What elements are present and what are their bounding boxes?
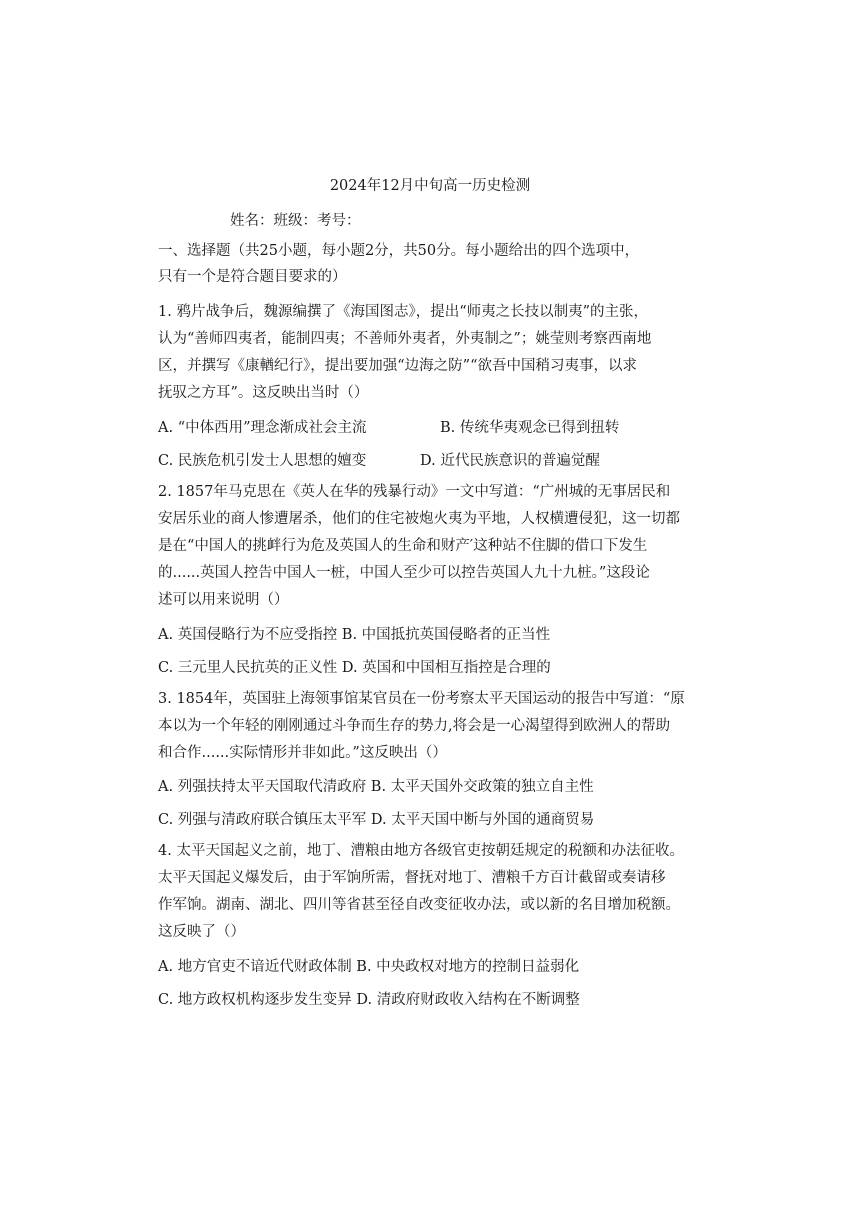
question-2-stem-line-2: 安居乐业的商人惨遭屠杀，他们的住宅被炮火夷为平地，人权横遭侵犯，这一切都 — [158, 511, 680, 527]
question-4-options-ab: A. 地方官吏不谙近代财政体制 B. 中央政权对地方的控制日益弱化 — [158, 959, 580, 975]
question-1-stem-line-3: 区，并撰写《康輶纪行》，提出要加强“边海之防”“欲吾中国稍习夷事，以求 — [158, 358, 637, 374]
question-4-stem-line-1: 4. 太平天国起义之前，地丁、漕粮由地方各级官吏按朝廷规定的税额和办法征收。 — [158, 843, 684, 859]
question-3-stem-line-1: 3. 1854年，英国驻上海领事馆某官员在一份考察太平天国运动的报告中写道：“原 — [158, 691, 685, 707]
question-4-stem-line-4: 这反映了（） — [158, 924, 245, 940]
question-1-stem-line-1: 1. 鸦片战争后，魏源编撰了《海国图志》，提出“师夷之长技以制夷”的主张， — [158, 304, 649, 320]
question-4-stem-line-3: 作军饷。湖南、湖北、四川等省甚至径自改变征收办法，或以新的名目增加税额。 — [158, 897, 680, 913]
question-4-options-cd: C. 地方政权机构逐步发生变异 D. 清政府财政收入结构在不断调整 — [158, 992, 580, 1008]
question-4-stem-line-2: 太平天国起义爆发后，由于军饷所需，督抚对地丁、漕粮千方百计截留或奏请移 — [158, 870, 666, 886]
question-2-stem-line-4: 的......英国人控告中国人一桩，中国人至少可以控告英国人九十九桩。”这段论 — [158, 565, 650, 581]
section-heading-line-1: 一、选择题（共25小题，每小题2分，共50分。每小题给出的四个选项中， — [158, 243, 640, 259]
question-1-stem-line-4: 抚驭之方耳”。这反映出当时（） — [158, 385, 369, 401]
question-2-options-ab: A. 英国侵略行为不应受指控 B. 中国抵抗英国侵略者的正当性 — [158, 627, 551, 643]
question-3-stem-line-2: 本以为一个年轻的刚刚通过斗争而生存的势力,将会是一心渴望得到欧洲人的帮助 — [158, 718, 671, 734]
question-1-option-d: D. 近代民族意识的普遍觉醒 — [420, 453, 600, 469]
question-2-stem-line-3: 是在“中国人的挑衅行为危及英国人的生命和财产′这种站不住脚的借口下发生 — [158, 538, 648, 554]
question-2-options-cd: C. 三元里人民抗英的正义性 D. 英国和中国相互指控是合理的 — [158, 660, 551, 676]
question-1-stem-line-2: 认为“善师四夷者，能制四夷；不善师外夷者，外夷制之”；姚莹则考察西南地 — [158, 331, 652, 347]
exam-title: 2024年12月中旬高一历史检测 — [329, 178, 531, 194]
question-3-stem-line-3: 和合作......实际情形并非如此。”这反映出（） — [158, 745, 447, 761]
question-3-options-cd: C. 列强与清政府联合镇压太平军 D. 太平天国中断与外国的通商贸易 — [158, 812, 595, 828]
section-heading-line-2: 只有一个是符合题目要求的） — [158, 269, 347, 285]
question-2-stem-line-5: 述可以用来说明（） — [158, 592, 289, 608]
question-1-option-c: C. 民族危机引发士人思想的嬗变 — [158, 453, 367, 469]
question-3-options-ab: A. 列强扶持太平天国取代清政府 B. 太平天国外交政策的独立自主性 — [158, 779, 594, 795]
question-2-stem-line-1: 2. 1857年马克思在《英人在华的残暴行动》一文中写道：“广州城的无事居民和 — [158, 484, 671, 500]
question-1-option-a: A. “中体西用”理念渐成社会主流 — [158, 420, 367, 436]
student-info-line: 姓名：班级：考号： — [230, 213, 361, 229]
question-1-option-b: B. 传统华夷观念已得到扭转 — [440, 420, 620, 436]
